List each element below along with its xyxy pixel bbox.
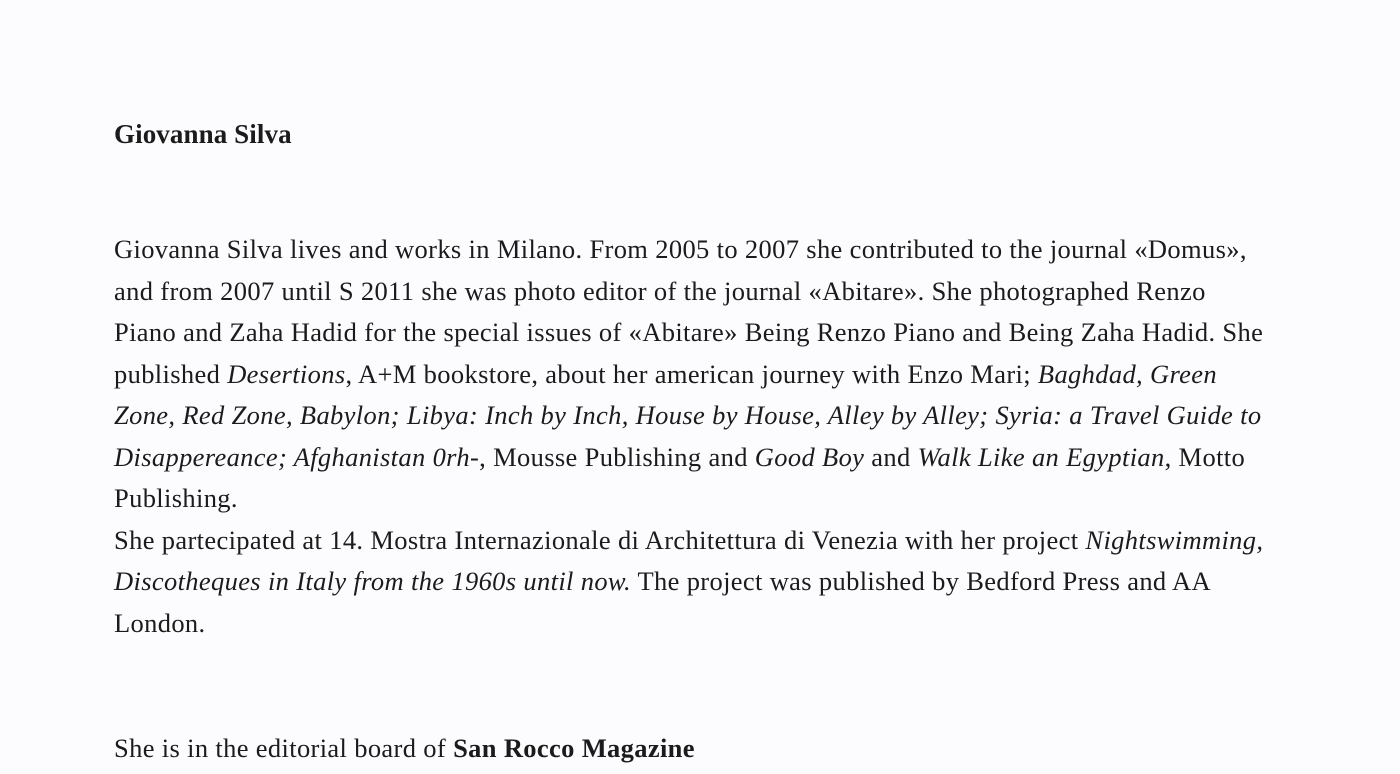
bio-text-segment: , Motto Publishing. [114, 441, 1246, 513]
book-title-desertions: Desertions [227, 358, 346, 389]
book-titles-mousse: Baghdad, Green Zone, Red Zone, Babylon; Libya: Inch by Inch, House by House, Alley by Alley; Syria: a Travel Guide to Disappereance; Afghanistan 0rh- [114, 358, 1262, 472]
board-text: She is in the editorial board of [114, 733, 454, 763]
bio-text-segment: The project was published by Bedford Press and AA London. [114, 566, 1210, 638]
biography-text [114, 229, 1274, 644]
magazine-name: San Rocco Magazine [453, 733, 695, 763]
project-title-nightswimming: Nightswimming, Discotheques in Italy from the 1960s until now. [114, 524, 1264, 596]
bio-text-segment: She partecipated at 14. Mostra Internazionale di Architettura di Venezia with her project [114, 524, 1086, 555]
bio-text-segment: , Mousse Publishing and [479, 441, 755, 472]
editorial-board-text [114, 728, 695, 770]
bio-text-segment: , A+M bookstore, about her american journey with Enzo Mari; [345, 358, 1038, 389]
book-title-good-boy: Good Boy [754, 441, 865, 472]
person-name: Giovanna Silva [114, 119, 292, 149]
bio-text-segment: and [864, 441, 918, 472]
bio-text-segment: Giovanna Silva lives and works in Milano. From 2005 to 2007 she contributed to the journal «Domus», and from 2007 until S 2011 she was photo editor of the journal «Abitare». She photographed Renzo Piano and Zaha Hadid for the special issues of «Abitare» Being Renzo Piano and Being Zaha Hadid. She published [114, 234, 1264, 389]
book-title-walk-like-an-egyptian: Walk Like an Egyptian [917, 441, 1165, 472]
